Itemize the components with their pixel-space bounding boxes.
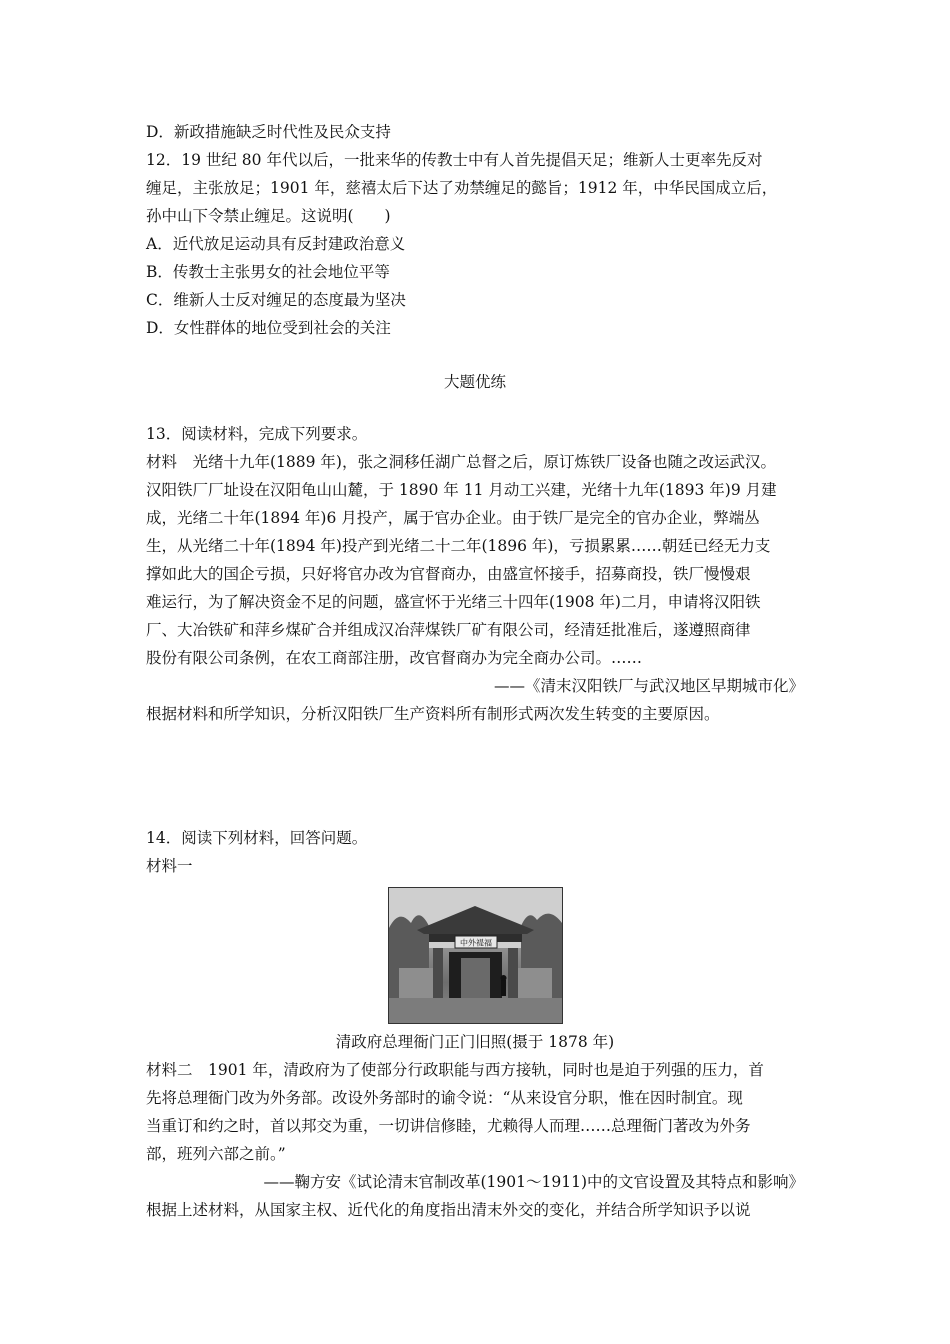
- gate-illustration: [389, 888, 562, 1023]
- q14-stem: 14．阅读下列材料，回答问题。: [146, 829, 368, 847]
- q14-question: 根据上述材料，从国家主权、近代化的角度指出清末外交的变化，并结合所学知识予以说: [146, 1201, 751, 1219]
- section-title: 大题优练: [443, 373, 506, 391]
- q14-material2-line-1: 材料二 1901 年，清政府为了使部分行政职能与西方接轨，同时也是迫于列强的压力，首: [146, 1061, 764, 1079]
- q13-source: ——《清末汉阳铁厂与武汉地区早期城市化》: [493, 677, 804, 695]
- zongli-yamen-gate-photo: [388, 887, 563, 1024]
- q13-material-line-6: 难运行，为了解决资金不足的问题，盛宣怀于光绪三十四年(1908 年)二月，申请将汉阳铁: [146, 593, 761, 611]
- gate-sign-text: 中外禔福: [460, 938, 492, 948]
- photo-caption: 清政府总理衙门正门旧照(摄于 1878 年): [335, 1033, 615, 1051]
- q13-stem: 13．阅读材料，完成下列要求。: [146, 425, 368, 443]
- q13-material-line-8: 股份有限公司条例，在农工商部注册，改官督商办为完全商办公司。……: [146, 649, 643, 667]
- q14-material1-label: 材料一: [146, 857, 193, 875]
- q13-question: 根据材料和所学知识，分析汉阳铁厂生产资料所有制形式两次发生转变的主要原因。: [146, 705, 720, 723]
- q14-source: ——鞠方安《试论清末官制改革(1901～1911)中的文官设置及其特点和影响》: [263, 1173, 804, 1191]
- q13-material-line-7: 厂、大冶铁矿和萍乡煤矿合并组成汉冶萍煤铁厂矿有限公司，经清廷批准后，遂遵照商律: [146, 621, 751, 639]
- q13-material-line-4: 生，从光绪二十年(1894 年)投产到光绪二十二年(1896 年)，亏损累累……朝廷已经无力支: [146, 537, 771, 555]
- q14-material2-line-4: 部，班列六部之前。”: [146, 1145, 286, 1163]
- q12-stem-line-3: 孙中山下令禁止缠足。这说明( ): [146, 207, 391, 225]
- q12-stem-line-2: 缠足，主张放足；1901 年，慈禧太后下达了劝禁缠足的懿旨；1912 年，中华民国成立后，: [146, 179, 778, 197]
- q11-option-d: D．新政措施缺乏时代性及民众支持: [146, 123, 391, 141]
- q14-material2-line-3: 当重订和约之时，首以邦交为重，一切讲信修睦，尤赖得人而理……总理衙门著改为外务: [146, 1117, 751, 1135]
- q12-stem-line-1: 12．19 世纪 80 年代以后，一批来华的传教士中有人首先提倡天足；维新人士更率先反对: [146, 151, 763, 169]
- q12-option-b: B．传教士主张男女的社会地位平等: [146, 263, 390, 281]
- q13-material-line-5: 撑如此大的国企亏损，只好将官办改为官督商办，由盛宣怀接手，招募商投，铁厂慢慢艰: [146, 565, 751, 583]
- q14-material2-line-2: 先将总理衙门改为外务部。改设外务部时的谕令说：“从来设官分职，惟在因时制宜。现: [146, 1089, 743, 1107]
- q12-option-a: A．近代放足运动具有反封建政治意义: [146, 235, 406, 253]
- q13-material-line-3: 成，光绪二十年(1894 年)6 月投产，属于官办企业。由于铁厂是完全的官办企业，弊端丛: [146, 509, 760, 527]
- q12-option-c: C．维新人士反对缠足的态度最为坚决: [146, 291, 406, 309]
- q13-material-line-2: 汉阳铁厂厂址设在汉阳龟山山麓，于 1890 年 11 月动工兴建，光绪十九年(1893 年)9 月建: [146, 481, 777, 499]
- q13-material-line-1: 材料 光绪十九年(1889 年)，张之洞移任湖广总督之后，原订炼铁厂设备也随之改运武汉。: [146, 453, 776, 471]
- q12-option-d: D．女性群体的地位受到社会的关注: [146, 319, 391, 337]
